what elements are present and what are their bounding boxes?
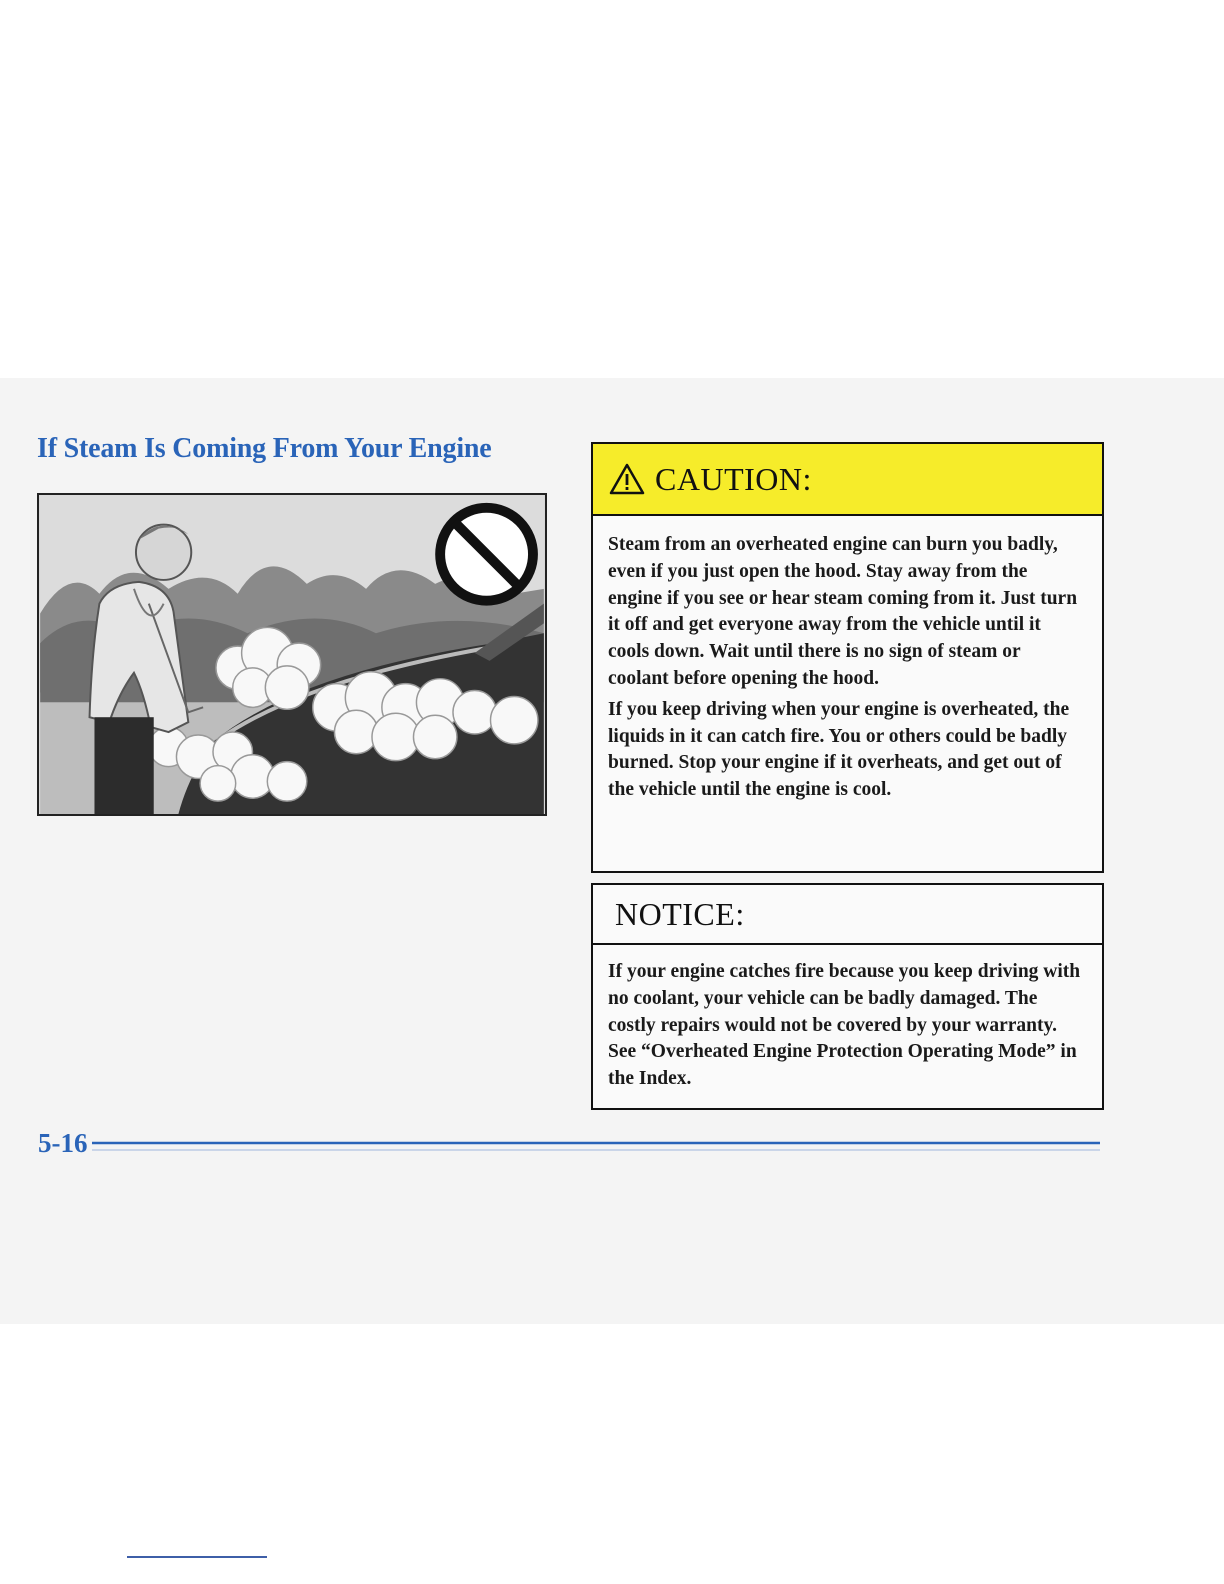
caution-title: CAUTION: (655, 460, 812, 497)
prohibition-icon (440, 508, 533, 601)
footer-rule (92, 1139, 1100, 1155)
warning-triangle-icon (609, 463, 645, 495)
caution-paragraph: Steam from an overheated engine can burn you badly, even if you just open the hood. Stay away from the engine if you see or hear steam coming from it. Just turn it off and get everyone away from the vehicle until it cools down. Wait until there is no sign of steam or coolant before opening the hood. (608, 534, 1078, 689)
notice-paragraph: If your engine catches fire because you keep driving with no coolant, your vehicle can be badly damaged. The costly repairs would not be covered by your warranty. See “Overheated Engine Protection Operating Mode” in the Index. (608, 961, 1081, 1090)
caution-box (591, 442, 1104, 873)
steam-engine-illustration (37, 493, 547, 816)
notice-title: NOTICE: (615, 895, 745, 932)
bottom-rule (127, 1556, 267, 1558)
illustration-drawing (39, 495, 545, 814)
section-title: If Steam Is Coming From Your Engine (37, 433, 492, 464)
page-number: 5-16 (38, 1128, 88, 1158)
notice-body (593, 945, 1102, 1093)
notice-header (593, 885, 1102, 945)
notice-box (591, 883, 1104, 1110)
caution-body (593, 516, 1102, 804)
caution-header (593, 444, 1102, 516)
caution-paragraph: If you keep driving when your engine is overheated, the liquids in it can catch fire. You or others could be badly burned. Stop your engine if it overheats, and get out of the vehicle until the engine is cool. (608, 698, 1070, 801)
